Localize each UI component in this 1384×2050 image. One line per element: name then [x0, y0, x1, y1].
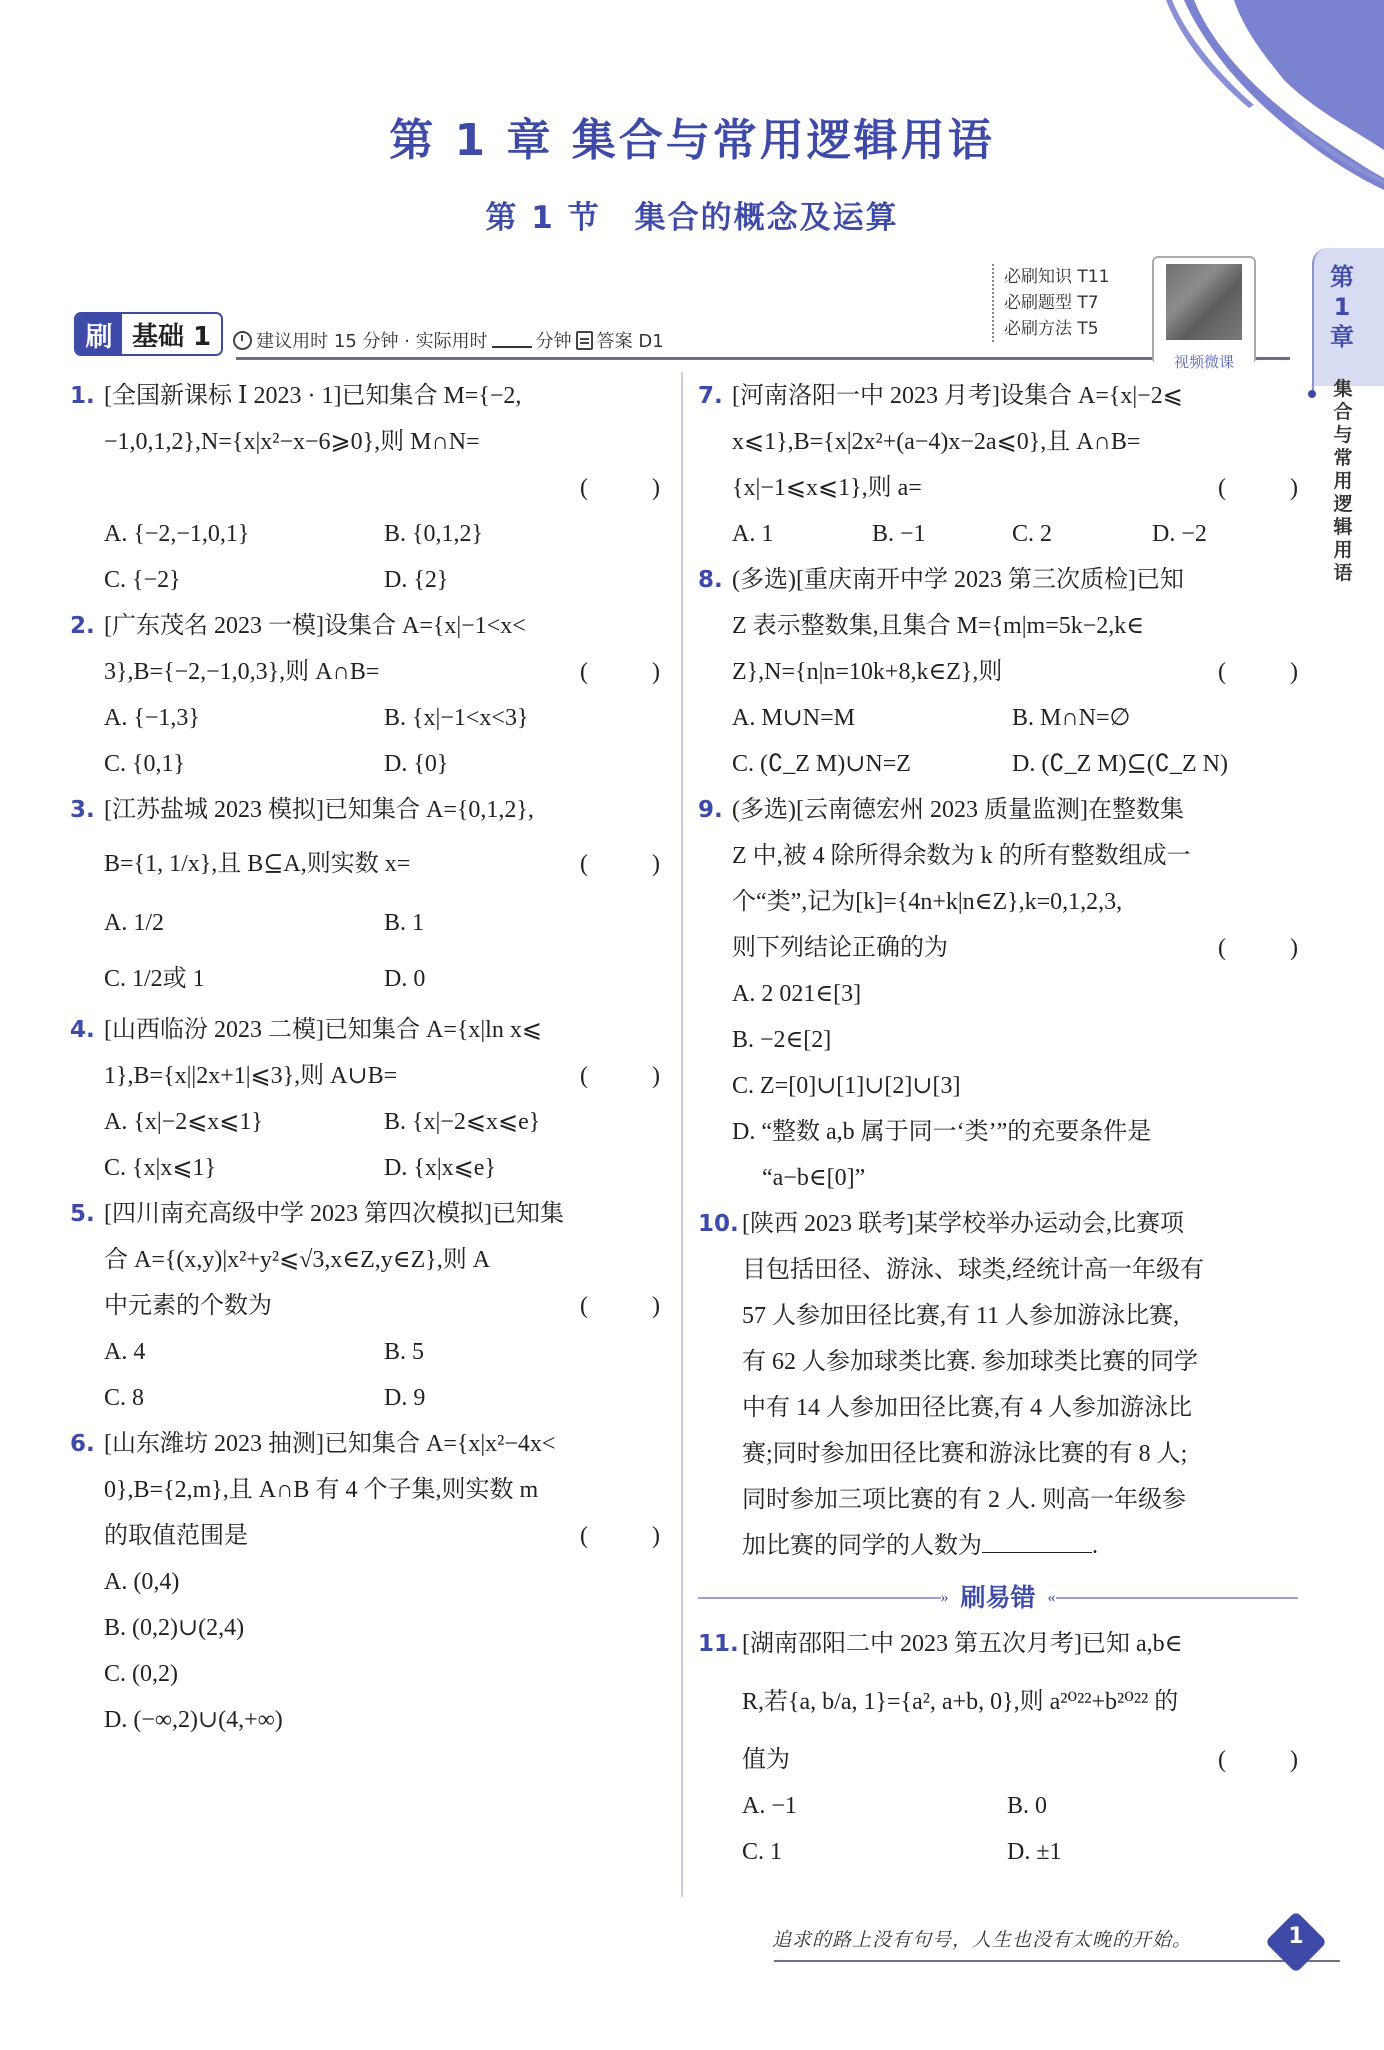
question-1: 1. [全国新课标 Ⅰ 2023 · 1]已知集合 M={−2, −1,0,1,2},N={x|x²−x−6⩾0},则 M∩N= ( ) A. {−2,−1,0,1} B. {0,1,2} C. {−2} D. {2} — [70, 373, 660, 603]
video-qr-code[interactable] — [1152, 256, 1256, 371]
option-c[interactable]: C. 2 — [1012, 521, 1053, 547]
option-b[interactable]: B. {x|−1<x<3} — [384, 705, 529, 731]
option-c[interactable]: C. (0,2) — [104, 1661, 178, 1687]
qr-label: 视频微课 — [1154, 351, 1254, 372]
answer-paren[interactable]: ( ) — [580, 659, 660, 685]
option-a[interactable]: A. −1 — [742, 1793, 797, 1819]
question-3: 3. [江苏盐城 2023 模拟]已知集合 A={0,1,2}, ( ) B={1, 1/x},且 B⊆A,则实数 x= A. 1/2 B. 1 C. 1/2或 1 D. 0 — [70, 787, 660, 1007]
answer-ref: 答案 D1 — [596, 331, 664, 352]
section-name: 集合的概念及运算 — [634, 200, 899, 236]
option-c[interactable]: C. {x|x⩽1} — [104, 1155, 216, 1181]
option-b[interactable]: B. {0,1,2} — [384, 521, 484, 547]
question-7: 7. [河南洛阳一中 2023 月考]设集合 A={x|−2⩽ x⩽1},B={x|2x²+(a−4)x−2a⩽0},且 A∩B= ( ) {x|−1⩽x⩽1},则 a= A. 1 B. −1 C. 2 D. −2 — [698, 373, 1298, 557]
answer-paren[interactable]: ( ) — [580, 1293, 660, 1319]
answer-paren[interactable]: ( ) — [580, 475, 660, 501]
option-b[interactable]: B. −1 — [872, 521, 926, 547]
option-a[interactable]: A. {x|−2⩽x⩽1} — [104, 1109, 263, 1135]
easy-error-divider — [698, 1575, 1298, 1621]
option-d[interactable]: D. {x|x⩽e} — [384, 1155, 496, 1181]
must-item: 必刷题型 T7 — [1004, 293, 1099, 313]
option-b[interactable]: B. −2∈[2] — [732, 1027, 832, 1053]
section-title — [0, 192, 1384, 237]
minutes-suffix: 分钟 — [535, 331, 572, 352]
answer-paren[interactable]: ( ) — [1218, 1747, 1298, 1773]
suggested-time: 建议用时 15 分钟 · 实际用时 — [256, 331, 488, 352]
header-rule — [236, 357, 1290, 360]
qr-code-image — [1166, 264, 1242, 340]
question-4: 4. [山西临汾 2023 二模]已知集合 A={x|ln x⩽ ( ) 1},B={x||2x+1|⩽3},则 A∪B= A. {x|−2⩽x⩽1} B. {x|−2⩽x⩽e} C. {x|x⩽1} D. {x|x⩽e} — [70, 1007, 660, 1191]
option-a[interactable]: A. {−1,3} — [104, 705, 200, 731]
question-10: 10. [陕西 2023 联考]某学校举办运动会,比赛项 目包括田径、游泳、球类,经统计高一年级有 57 人参加田径比赛,有 11 人参加游泳比赛, 有 62 人参加球类比赛. 参加球类比赛的同学 中有 14 人参加田径比赛,有 4 人参加游泳比 赛;同时参加田径比赛和游泳比赛的有 8 人; 同时参加三项比赛的有 2 人. 则高一年级参 加比赛的同学的人数为 . — [698, 1211, 1204, 1559]
badge-level: 基础 1 — [122, 314, 221, 354]
question-6: 6. [山东潍坊 2023 抽测]已知集合 A={x|x²−4x< 0},B={2,m},且 A∩B 有 4 个子集,则实数 m ( ) 的取值范围是 A. (0,4) B. (0,2)∪(2,4) C. (0,2) D. (−∞,2)∪(4,+∞) — [70, 1421, 660, 1743]
chapter-title: 第 1 章 集合与常用逻辑用语 — [389, 115, 995, 166]
question-2: 2. [广东茂名 2023 一模]设集合 A={x|−1<x< ( ) 3},B={−2,−1,0,3},则 A∩B= A. {−1,3} B. {x|−1<x<3} C. {0,1} D. {0} — [70, 603, 660, 787]
column-divider — [681, 372, 683, 1897]
answer-paren[interactable]: ( ) — [580, 851, 660, 877]
arrow-right-icon: » — [940, 1589, 949, 1606]
option-c[interactable]: C. 1/2或 1 — [104, 966, 205, 992]
side-tab-chapter: 第 1 章 — [1330, 263, 1354, 351]
side-tab-dot — [1308, 390, 1316, 398]
option-d[interactable]: D. “整数 a,b 属于同一‘类’”的充要条件是 — [732, 1119, 1152, 1145]
side-tab-subject: 集 合 与 常 用 逻 辑 用 语 — [1333, 378, 1353, 584]
option-c[interactable]: C. 1 — [742, 1839, 783, 1865]
answer-paren[interactable]: ( ) — [580, 1523, 660, 1549]
must-item: 必刷方法 T5 — [1004, 319, 1099, 339]
option-d[interactable]: D. 9 — [384, 1385, 426, 1411]
option-a[interactable]: A. 4 — [104, 1339, 146, 1365]
section-number: 第 1 节 — [485, 200, 601, 236]
answer-paren[interactable]: ( ) — [1218, 935, 1298, 961]
option-d-continued: “a−b∈[0]” — [762, 1165, 866, 1191]
option-d[interactable]: D. (−∞,2)∪(4,+∞) — [104, 1707, 283, 1733]
option-c[interactable]: C. 8 — [104, 1385, 145, 1411]
option-b[interactable]: B. M∩N=∅ — [1012, 705, 1131, 731]
option-d[interactable]: D. (∁_Z M)⊆(∁_Z N) — [1012, 751, 1228, 777]
footer-motto: 追求的路上没有句号，人生也没有太晚的开始。 — [772, 1929, 1193, 1951]
question-5: 5. [四川南充高级中学 2023 第四次模拟]已知集 合 A={(x,y)|x²+y²⩽√3,x∈Z,y∈Z},则 A ( ) 中元素的个数为 A. 4 B. 5 C. 8 D. 9 — [70, 1191, 660, 1421]
easy-error-label: 刷易错 — [960, 1583, 1036, 1612]
option-a[interactable]: A. {−2,−1,0,1} — [104, 521, 250, 547]
option-a[interactable]: A. M∪N=M — [732, 705, 855, 731]
option-c[interactable]: C. {0,1} — [104, 751, 186, 777]
page-number: 1 — [1288, 1924, 1304, 1949]
option-c[interactable]: C. {−2} — [104, 567, 181, 593]
option-a[interactable]: A. 2 021∈[3] — [732, 981, 862, 1007]
answer-paren[interactable]: ( ) — [1218, 659, 1298, 685]
clock-icon — [233, 331, 252, 350]
question-9: 9. (多选)[云南德宏州 2023 质量监测]在整数集 Z 中,被 4 除所得余数为 k 的所有整数组成一 个“类”,记为[k]={4n+k|n∈Z},k=0,1,2,3, ( ) 则下列结论正确的为 A. 2 021∈[3] B. −2∈[2] C. Z=[0]∪[1]∪[2]∪[3] D. “整数 a,b 属于同一‘类’”的充要条件是 “a−b∈[0]” — [698, 787, 1298, 1201]
practice-bar — [74, 310, 664, 358]
answer-paren[interactable]: ( ) — [1218, 475, 1298, 501]
option-d[interactable]: D. 0 — [384, 966, 426, 992]
arrow-left-icon: « — [1047, 1589, 1056, 1606]
option-d[interactable]: D. {0} — [384, 751, 449, 777]
time-info — [233, 327, 664, 353]
option-c[interactable]: C. (∁_Z M)∪N=Z — [732, 751, 911, 777]
must-list — [992, 264, 1109, 342]
option-a[interactable]: A. 1/2 — [104, 910, 164, 936]
question-11: 11. [湖南邵阳二中 2023 第五次月考]已知 a,b∈ R,若{a, b/a, 1}={a², a+b, 0},则 a²⁰²²+b²⁰²² 的 ( ) 值为 A. −1 B. 0 C. 1 D. ±1 — [698, 1621, 1298, 1875]
option-c[interactable]: C. Z=[0]∪[1]∪[2]∪[3] — [732, 1073, 961, 1099]
option-d[interactable]: D. −2 — [1152, 521, 1207, 547]
option-a[interactable]: A. (0,4) — [104, 1569, 180, 1595]
answer-doc-icon — [576, 331, 593, 350]
option-b[interactable]: B. 1 — [384, 910, 425, 936]
actual-time-blank[interactable] — [492, 332, 532, 348]
badge-shua: 刷 — [76, 314, 122, 354]
must-item: 必刷知识 T11 — [1004, 267, 1110, 287]
option-d[interactable]: D. {2} — [384, 567, 449, 593]
question-8: 8. (多选)[重庆南开中学 2023 第三次质检]已知 Z 表示整数集,且集合 M={m|m=5k−2,k∈ ( ) Z},N={n|n=10k+8,k∈Z},则 A. M∪N=M B. M∩N=∅ C. (∁_Z M)∪N=Z D. (∁_Z M)⊆(∁_Z N) — [698, 557, 1298, 787]
option-a[interactable]: A. 1 — [732, 521, 774, 547]
answer-blank[interactable] — [982, 1527, 1092, 1553]
option-b[interactable]: B. 5 — [384, 1339, 425, 1365]
right-column — [698, 373, 1298, 1875]
option-b[interactable]: B. (0,2)∪(2,4) — [104, 1615, 245, 1641]
answer-paren[interactable]: ( ) — [580, 1063, 660, 1089]
left-column — [70, 373, 660, 1743]
practice-badge — [74, 312, 223, 356]
option-d[interactable]: D. ±1 — [1007, 1839, 1062, 1865]
footer-rule — [774, 1960, 1340, 1962]
option-b[interactable]: B. {x|−2⩽x⩽e} — [384, 1109, 541, 1135]
option-b[interactable]: B. 0 — [1007, 1793, 1048, 1819]
